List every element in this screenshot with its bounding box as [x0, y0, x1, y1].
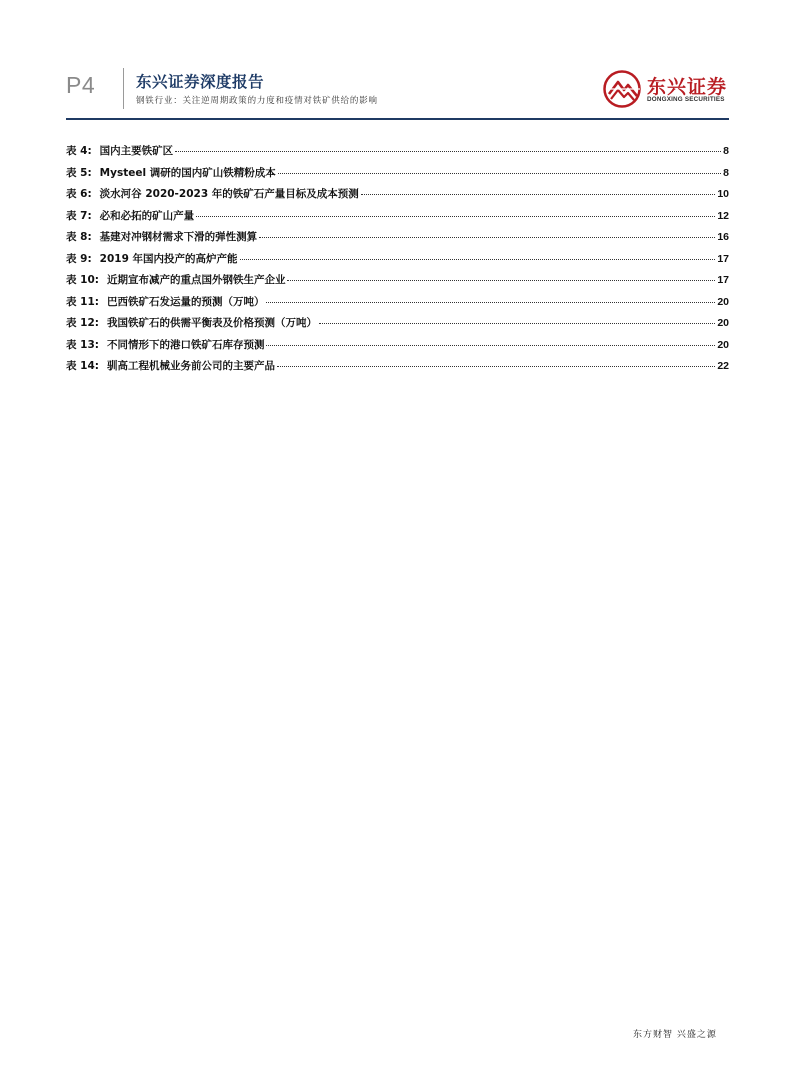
toc-entry[interactable]: [66, 294, 729, 316]
footer-slogan: 东方财智 兴盛之源: [633, 1030, 717, 1040]
toc-entry-title: 近期宣布减产的重点国外钢铁生产企业: [106, 274, 286, 286]
toc-dot-leader: [266, 345, 715, 346]
toc-entry-label: 表 5:: [66, 166, 92, 179]
header-rule: [66, 118, 729, 120]
toc-entry-title: 必和必拓的矿山产量: [99, 209, 195, 222]
logo-name-cn: 东兴证券: [647, 76, 728, 98]
company-logo: [603, 70, 727, 108]
toc-dot-leader: [278, 173, 721, 174]
toc-entry-page: 8: [723, 166, 729, 179]
toc-entry-label: 表 6:: [66, 188, 92, 200]
toc-dot-leader: [361, 194, 716, 195]
toc-entry-label: 表 12:: [66, 317, 99, 329]
toc-entry-label: 表 11:: [66, 295, 99, 308]
toc-entry[interactable]: [66, 208, 729, 230]
toc-entry-page: 17: [717, 274, 729, 286]
toc-entry-page: 20: [717, 317, 729, 329]
toc-entry-page: 8: [723, 145, 729, 157]
toc-entry-page: 12: [717, 209, 729, 222]
toc-dot-leader: [259, 237, 715, 238]
toc-entry-title: 不同情形下的港口铁矿石库存预测: [106, 338, 265, 351]
toc-dot-leader: [266, 302, 715, 303]
toc-entry-title: 我国铁矿石的供需平衡表及价格预测（万吨）: [106, 317, 317, 329]
toc-entry-page: 16: [717, 231, 729, 243]
toc-entry[interactable]: [66, 315, 729, 337]
toc-entry-title: 国内主要铁矿区: [99, 145, 174, 157]
toc-dot-leader: [240, 259, 716, 260]
toc-entry-title: 巴西铁矿石发运量的预测（万吨）: [106, 295, 265, 308]
page-number: P4: [66, 72, 96, 98]
table-of-tables: [66, 143, 729, 380]
toc-entry-title: Mysteel 调研的国内矿山铁精粉成本: [99, 166, 276, 179]
toc-dot-leader: [287, 280, 715, 281]
page-header: [0, 0, 793, 122]
report-subtitle: 钢铁行业：关注逆周期政策的力度和疫情对铁矿供给的影响: [136, 96, 378, 106]
toc-entry-page: 10: [717, 188, 729, 200]
toc-entry[interactable]: [66, 358, 729, 380]
toc-entry-title: 基建对冲钢材需求下滑的弹性测算: [99, 231, 258, 243]
toc-entry[interactable]: [66, 143, 729, 165]
toc-entry-title: 驯高工程机械业务前公司的主要产品: [106, 360, 275, 372]
toc-entry-label: 表 8:: [66, 231, 92, 243]
toc-dot-leader: [277, 366, 715, 367]
toc-entry[interactable]: [66, 229, 729, 251]
toc-entry[interactable]: [66, 337, 729, 359]
header-divider: [123, 68, 124, 109]
toc-entry[interactable]: [66, 272, 729, 294]
toc-dot-leader: [196, 216, 715, 217]
toc-entry[interactable]: [66, 186, 729, 208]
toc-entry-page: 20: [717, 338, 729, 351]
toc-entry-label: 表 7:: [66, 209, 92, 222]
toc-entry-label: 表 9:: [66, 252, 92, 265]
logo-name-en: DONGXING SECURITIES: [647, 96, 725, 103]
toc-entry[interactable]: [66, 251, 729, 273]
toc-entry-page: 22: [717, 360, 729, 372]
toc-entry-label: 表 10:: [66, 274, 99, 286]
dongxing-logo-icon: [603, 70, 643, 108]
toc-entry-page: 20: [717, 295, 729, 308]
report-title: 东兴证券深度报告: [136, 73, 265, 91]
toc-entry-title: 淡水河谷 2020-2023 年的铁矿石产量目标及成本预测: [99, 188, 359, 200]
toc-entry[interactable]: [66, 165, 729, 187]
toc-entry-page: 17: [717, 252, 729, 265]
toc-entry-label: 表 13:: [66, 338, 99, 351]
toc-entry-label: 表 4:: [66, 145, 92, 157]
toc-dot-leader: [175, 151, 721, 152]
toc-entry-title: 2019 年国内投产的高炉产能: [99, 252, 238, 265]
toc-dot-leader: [319, 323, 715, 324]
toc-entry-label: 表 14:: [66, 360, 99, 372]
